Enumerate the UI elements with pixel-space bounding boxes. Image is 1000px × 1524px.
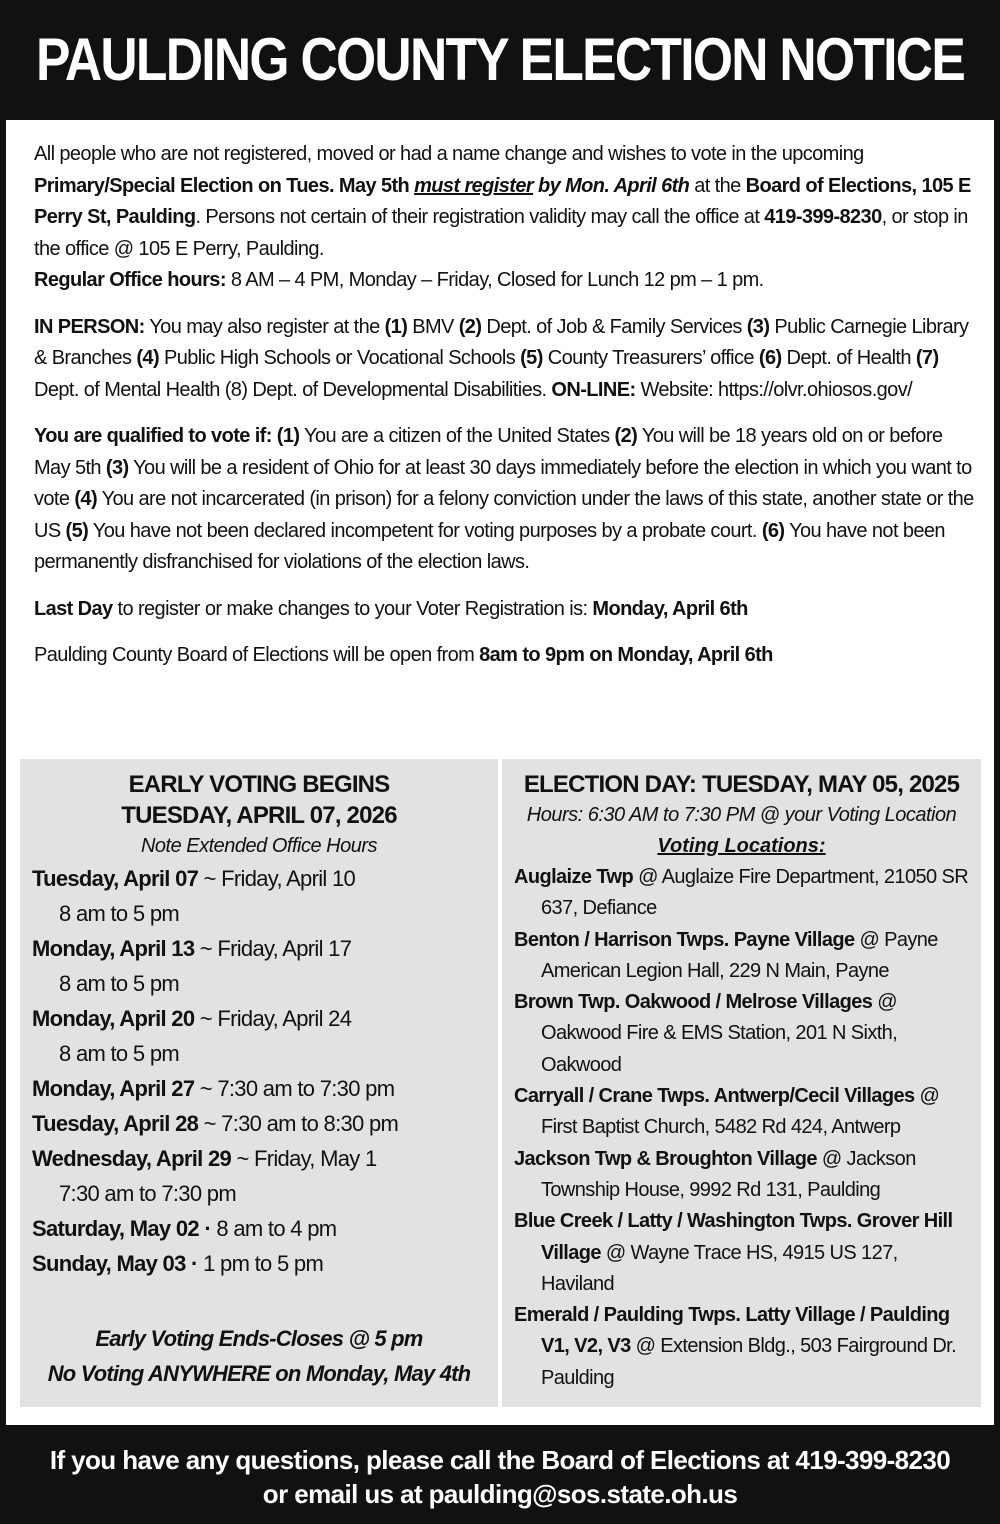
open-hours-paragraph: Paulding County Board of Elections will be open from 8am to 9pm on Monday, April 6th <box>34 644 773 666</box>
in-person-paragraph: IN PERSON: You may also register at the (1) BMV (2) Dept. of Job & Family Services (3) Public Carnegie Library & Branches (4) Public High Schools or Vocational Schools (5) County Treasurers’ office (6) Dept. of Health (7) Dept. of Mental Health (8) Dept. of Developmental Disabilities. ON-LINE: Website: https://olvr.ohiosos.gov/ <box>34 315 969 401</box>
list-item: Jackson Twp & Broughton Village @ Jackson Township House, 9992 Rd 131, Paulding <box>514 1147 916 1201</box>
voting-locations-list <box>514 862 973 1394</box>
schedule-hours: 7:30 am to 7:30 pm <box>59 1181 236 1206</box>
schedule-row: Monday, April 20 ~ Friday, April 24 <box>32 1006 352 1031</box>
list-item: Emerald / Paulding Twps. Latty Village / Paulding V1, V2, V3 @ Extension Bldg., 503 Fairground Dr. Paulding <box>514 1304 957 1389</box>
contact-footer <box>0 1430 1000 1524</box>
footer-phone-line: If you have any questions, please call the Board of Elections at 419-399-8230 <box>49 1445 951 1475</box>
registration-paragraph: All people who are not registered, moved or had a name change and wishes to vote in the upcoming Primary/Special Election on Tues. May 5th must register by Mon. April 6th at the Board of Elections, 105 E Perry St, Paulding. Persons not certain of their registration validity may call the office at 419-399-8230, or stop in the office @ 105 E Perry, Paulding. Regular Office hours: 8 AM – 4 PM, Monday – Friday, Closed for Lunch 12 pm – 1 pm. <box>34 143 971 291</box>
notice-title: PAULDING COUNTY ELECTION NOTICE <box>35 25 965 93</box>
schedule-row: Monday, April 27 ~ 7:30 am to 7:30 pm <box>32 1076 395 1101</box>
intro-section <box>34 139 974 687</box>
schedule-hours: 8 am to 5 pm <box>59 971 179 996</box>
online-link: Website: https://olvr.ohiosos.gov/ <box>635 378 913 401</box>
election-day-box <box>502 759 981 1407</box>
schedule-hours: 8 am to 5 pm <box>59 901 179 926</box>
schedule-row: Tuesday, April 28 ~ 7:30 am to 8:30 pm <box>32 1111 399 1136</box>
list-item: Blue Creek / Latty / Washington Twps. Grover Hill Village @ Wayne Trace HS, 4915 US 127, Haviland <box>514 1210 953 1295</box>
early-voting-box <box>20 759 498 1407</box>
election-day-heading: ELECTION DAY: TUESDAY, MAY 05, 2025 <box>523 771 960 798</box>
schedule-row: Sunday, May 03 · 1 pm to 5 pm <box>32 1251 324 1276</box>
qualifications-paragraph: You are qualified to vote if: (1) You are a citizen of the United States (2) You will be 18 years old on or before May 5th (3) You will be a resident of Ohio for at least 30 days immediately before the election in which you want to vote (4) You are not incarcerated (in prison) for a felony conviction under the laws of this state, another state or the US (5) You have not been declared incompetent for voting purposes by a probate court. (6) You have not been permanently disfranchised for violations of the election laws. <box>34 425 974 573</box>
last-day-paragraph: Last Day to register or make changes to your Voter Registration is: Monday, April 6th <box>34 597 748 620</box>
voting-locations-heading: Voting Locations: <box>657 835 826 857</box>
schedule-row: Saturday, May 02 · 8 am to 4 pm <box>32 1216 337 1241</box>
list-item: Carryall / Crane Twps. Antwerp/Cecil Villages @ First Baptist Church, 5482 Rd 424, Antwerp <box>514 1085 940 1139</box>
early-voting-schedule <box>32 861 498 1281</box>
schedule-hours: 8 am to 5 pm <box>59 1041 179 1066</box>
early-voting-closing: Early Voting Ends-Closes @ 5 pm No Voting ANYWHERE on Monday, May 4th <box>47 1326 471 1386</box>
schedule-row: Monday, April 13 ~ Friday, April 17 <box>32 936 352 961</box>
early-voting-note: Note Extended Office Hours <box>140 835 377 857</box>
list-item: Brown Twp. Oakwood / Melrose Villages @ Oakwood Fire & EMS Station, 201 N Sixth, Oakwood <box>514 991 898 1076</box>
footer-email-line: or email us at paulding@sos.state.oh.us <box>262 1479 738 1509</box>
election-day-hours: Hours: 6:30 AM to 7:30 PM @ your Voting Location <box>526 804 957 826</box>
list-item: Benton / Harrison Twps. Payne Village @ Payne American Legion Hall, 229 N Main, Payne <box>514 928 938 982</box>
early-voting-heading: EARLY VOTING BEGINS TUESDAY, APRIL 07, 2026 <box>121 771 397 829</box>
list-item: Auglaize Twp @ Auglaize Fire Department, 21050 SR 637, Defiance <box>514 866 969 920</box>
schedule-row: Wednesday, April 29 ~ Friday, May 1 <box>32 1146 377 1171</box>
schedule-row: Tuesday, April 07 ~ Friday, April 10 <box>32 866 356 891</box>
